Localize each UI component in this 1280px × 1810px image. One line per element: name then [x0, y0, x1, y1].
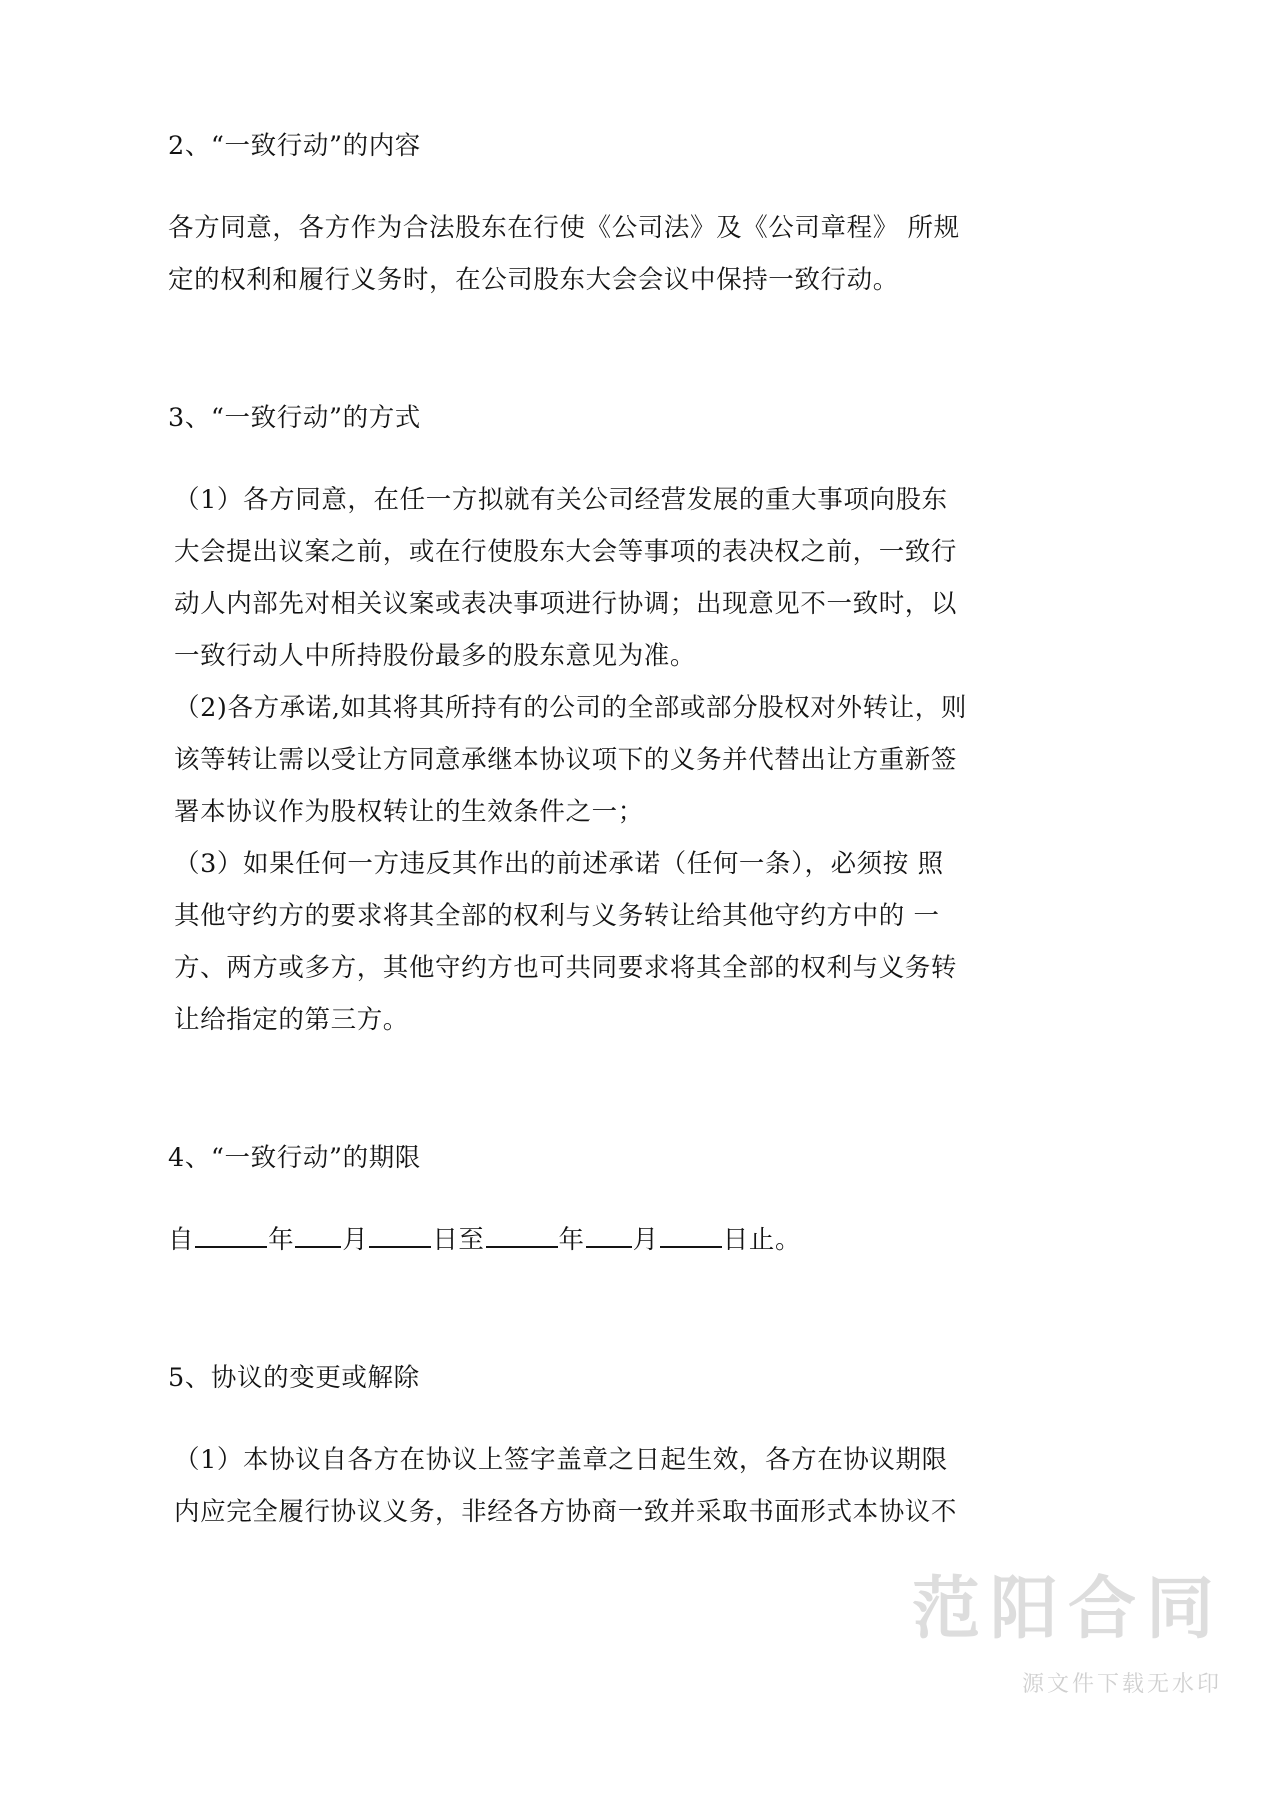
spacer [168, 1184, 968, 1214]
term-prefix: 自 [168, 1225, 195, 1255]
term-label-year-1: 年 [268, 1225, 295, 1255]
spacer [168, 1404, 968, 1434]
day-blank-2[interactable] [660, 1222, 722, 1248]
section-4-heading: 4、“一致行动”的期限 [168, 1143, 421, 1173]
section-2-paragraph-1: 各方同意，各方作为合法股东在行使《公司法》及《公司章程》 所规定的权利和履行义务时，在公司股东大会会议中保持一致行动。 [168, 213, 960, 295]
term-fill-in-line [168, 1214, 968, 1266]
spacer [168, 444, 968, 474]
section-3-heading: 3、“一致行动”的方式 [168, 403, 421, 433]
term-label-day-1: 日至 [432, 1225, 485, 1255]
month-blank-1[interactable] [295, 1222, 341, 1248]
spacer [168, 306, 968, 392]
spacer [168, 1266, 968, 1352]
section-5 [168, 1352, 968, 1538]
month-blank-2[interactable] [586, 1222, 632, 1248]
section-5-paragraph-1: （1）本协议自各方在协议上签字盖章之日起生效，各方在协议期限内应完全履行协议义务，非经各方协商一致并采取书面形式本协议不 [174, 1445, 958, 1527]
term-label-year-2: 年 [558, 1225, 585, 1255]
term-label-month-2: 月 [632, 1225, 659, 1255]
section-3 [168, 392, 968, 1046]
day-blank-1[interactable] [369, 1222, 431, 1248]
year-blank-2[interactable] [486, 1222, 558, 1248]
section-4 [168, 1132, 968, 1266]
section-3-paragraph-3: （3）如果任何一方违反其作出的前述承诺（任何一条），必须按 照其他守约方的要求将其全部的权利与义务转让给其他守约方中的 一方、两方或多方，其他守约方也可共同要求将其全部的权利与义务转让给指定的第三方。 [174, 849, 958, 1035]
section-3-paragraph-1: （1）各方同意，在任一方拟就有关公司经营发展的重大事项向股东大会提出议案之前，或在行使股东大会等事项的表决权之前，一致行动人内部先对相关议案或表决事项进行协调；出现意见不一致时，以一致行动人中所持股份最多的股东意见为准。 [174, 485, 958, 671]
document-body [168, 120, 968, 1538]
section-5-heading: 5、协议的变更或解除 [168, 1363, 420, 1393]
year-blank-1[interactable] [195, 1222, 267, 1248]
section-2 [168, 120, 968, 306]
spacer [168, 1046, 968, 1132]
section-2-heading: 2、“一致行动”的内容 [168, 131, 421, 161]
watermark-brand: 范阳合同 [911, 1570, 1224, 1649]
term-label-month-1: 月 [342, 1225, 369, 1255]
section-3-paragraph-2: （2)各方承诺,如其将其所持有的公司的全部或部分股权对外转让，则该等转让需以受让方同意承继本协议项下的义务并代替出让方重新签署本协议作为股权转让的生效条件之一； [174, 693, 967, 827]
term-label-day-2: 日止。 [722, 1225, 802, 1255]
watermark-note: 源文件下载无水印 [1021, 1672, 1222, 1697]
spacer [168, 172, 968, 202]
